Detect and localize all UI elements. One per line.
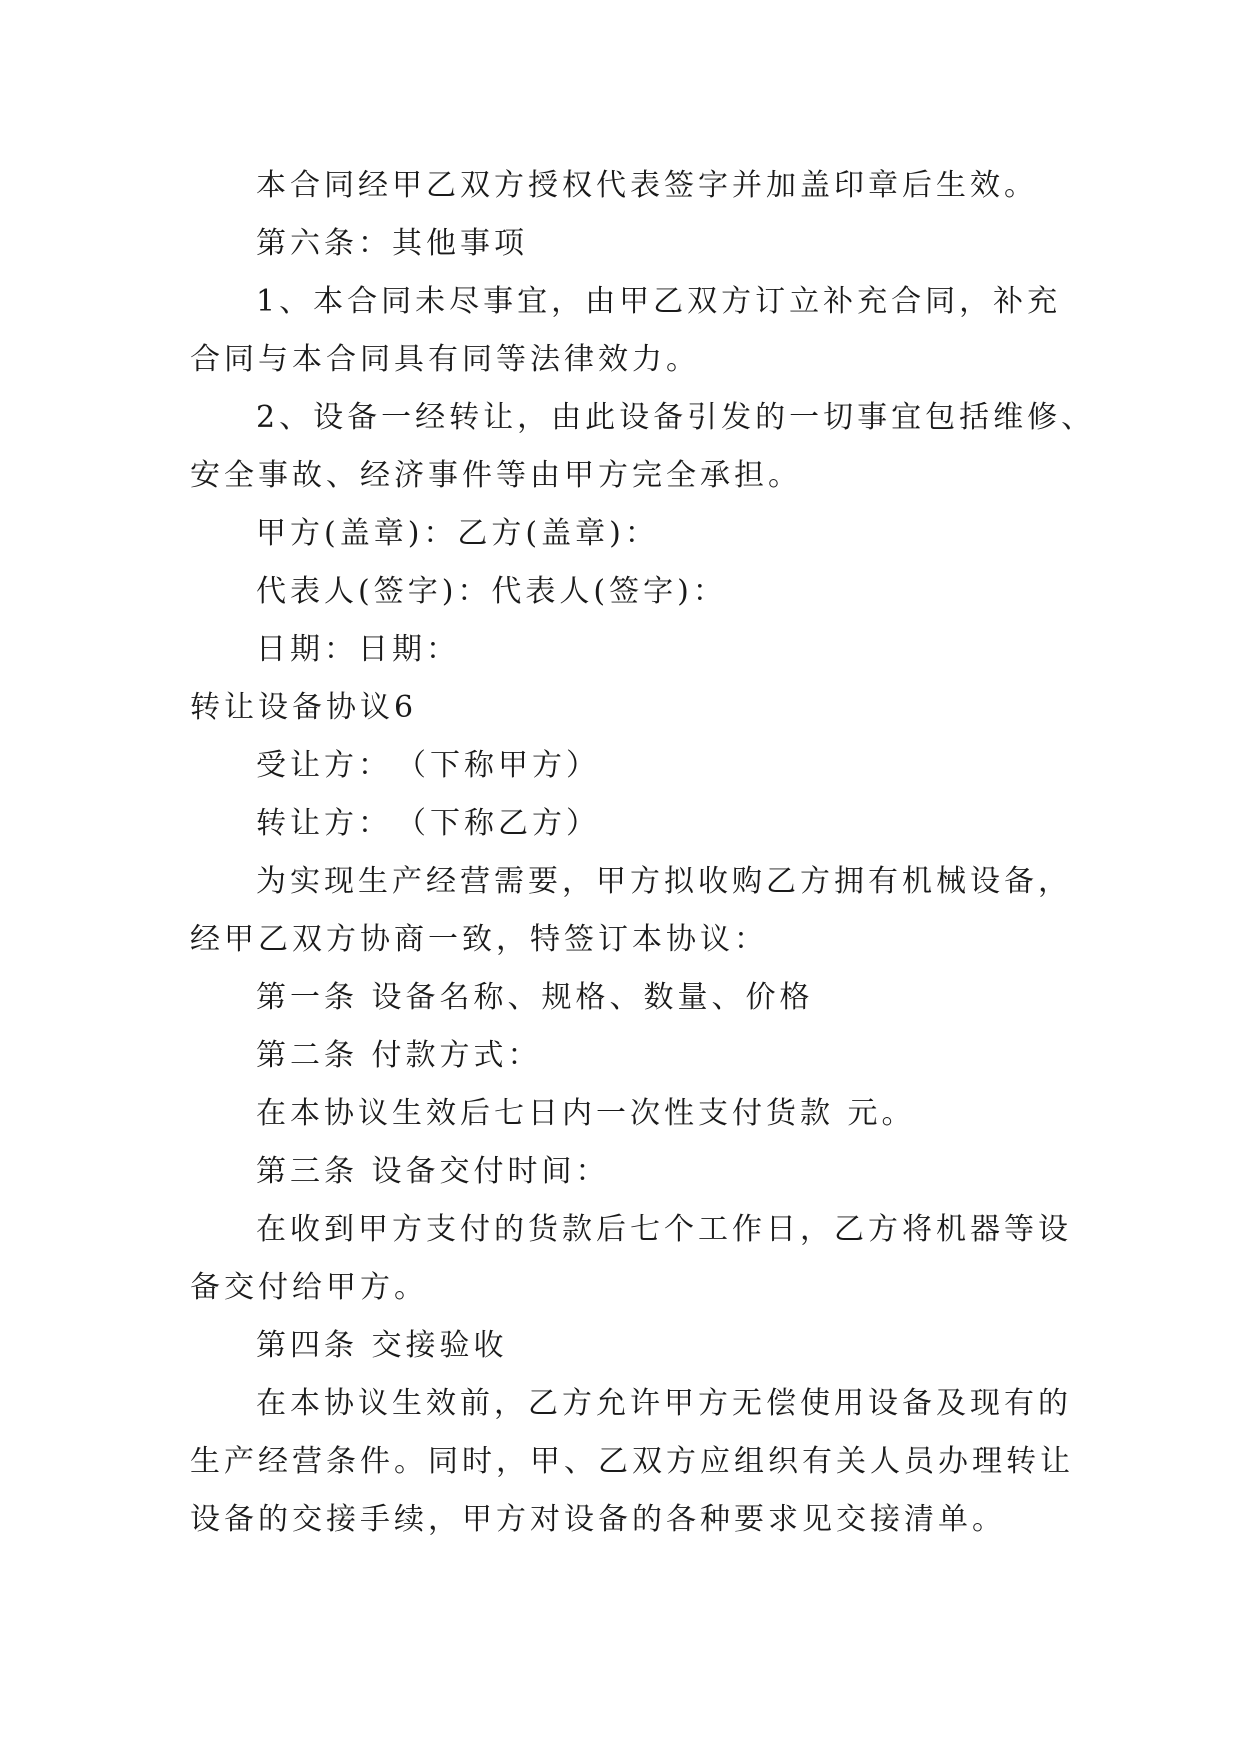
- preamble-line-1: 为实现生产经营需要，甲方拟收购乙方拥有机械设备，: [256, 864, 1072, 899]
- preamble-line-2: 经甲乙双方协商一致，特签订本协议：: [190, 922, 768, 957]
- article-2-body: 在本协议生效后七日内一次性支付货款 元。: [256, 1096, 916, 1131]
- article-6-item-1-line-2: 合同与本合同具有同等法律效力。: [190, 342, 700, 377]
- article-6-item-2-line-1: 2、设备一经转让，由此设备引发的一切事宜包括维修、: [256, 400, 1096, 435]
- article-4-body-line-2: 生产经营条件。同时，甲、乙双方应组织有关人员办理转让: [190, 1444, 1074, 1479]
- seal-line: 甲方(盖章)：乙方(盖章)：: [256, 516, 659, 551]
- signature-line: 代表人(签字)：代表人(签字)：: [256, 574, 727, 609]
- article-6-heading: 第六条：其他事项: [256, 226, 528, 261]
- article-4-body-line-3: 设备的交接手续，甲方对设备的各种要求见交接清单。: [190, 1502, 1006, 1537]
- article-3-heading: 第三条 设备交付时间：: [256, 1154, 610, 1189]
- article-4-heading: 第四条 交接验收: [256, 1328, 508, 1363]
- transferor-line: 转让方： （下称乙方）: [256, 806, 600, 841]
- article-3-body-line-2: 备交付给甲方。: [190, 1270, 428, 1305]
- article-6-item-2-line-2: 安全事故、经济事件等由甲方完全承担。: [190, 458, 802, 493]
- transferee-line: 受让方： （下称甲方）: [256, 748, 600, 783]
- article-6-item-1-line-1: 1、本合同未尽事宜，由甲乙双方订立补充合同，补充: [256, 284, 1062, 319]
- article-1-heading: 第一条 设备名称、规格、数量、价格: [256, 980, 814, 1015]
- article-3-body-line-1: 在收到甲方支付的货款后七个工作日，乙方将机器等设: [256, 1212, 1072, 1247]
- clause-effective: 本合同经甲乙双方授权代表签字并加盖印章后生效。: [256, 168, 1038, 203]
- date-line: 日期：日期：: [256, 632, 460, 667]
- article-2-heading: 第二条 付款方式：: [256, 1038, 542, 1073]
- agreement-title: 转让设备协议6: [190, 690, 418, 725]
- article-4-body-line-1: 在本协议生效前，乙方允许甲方无偿使用设备及现有的: [256, 1386, 1072, 1421]
